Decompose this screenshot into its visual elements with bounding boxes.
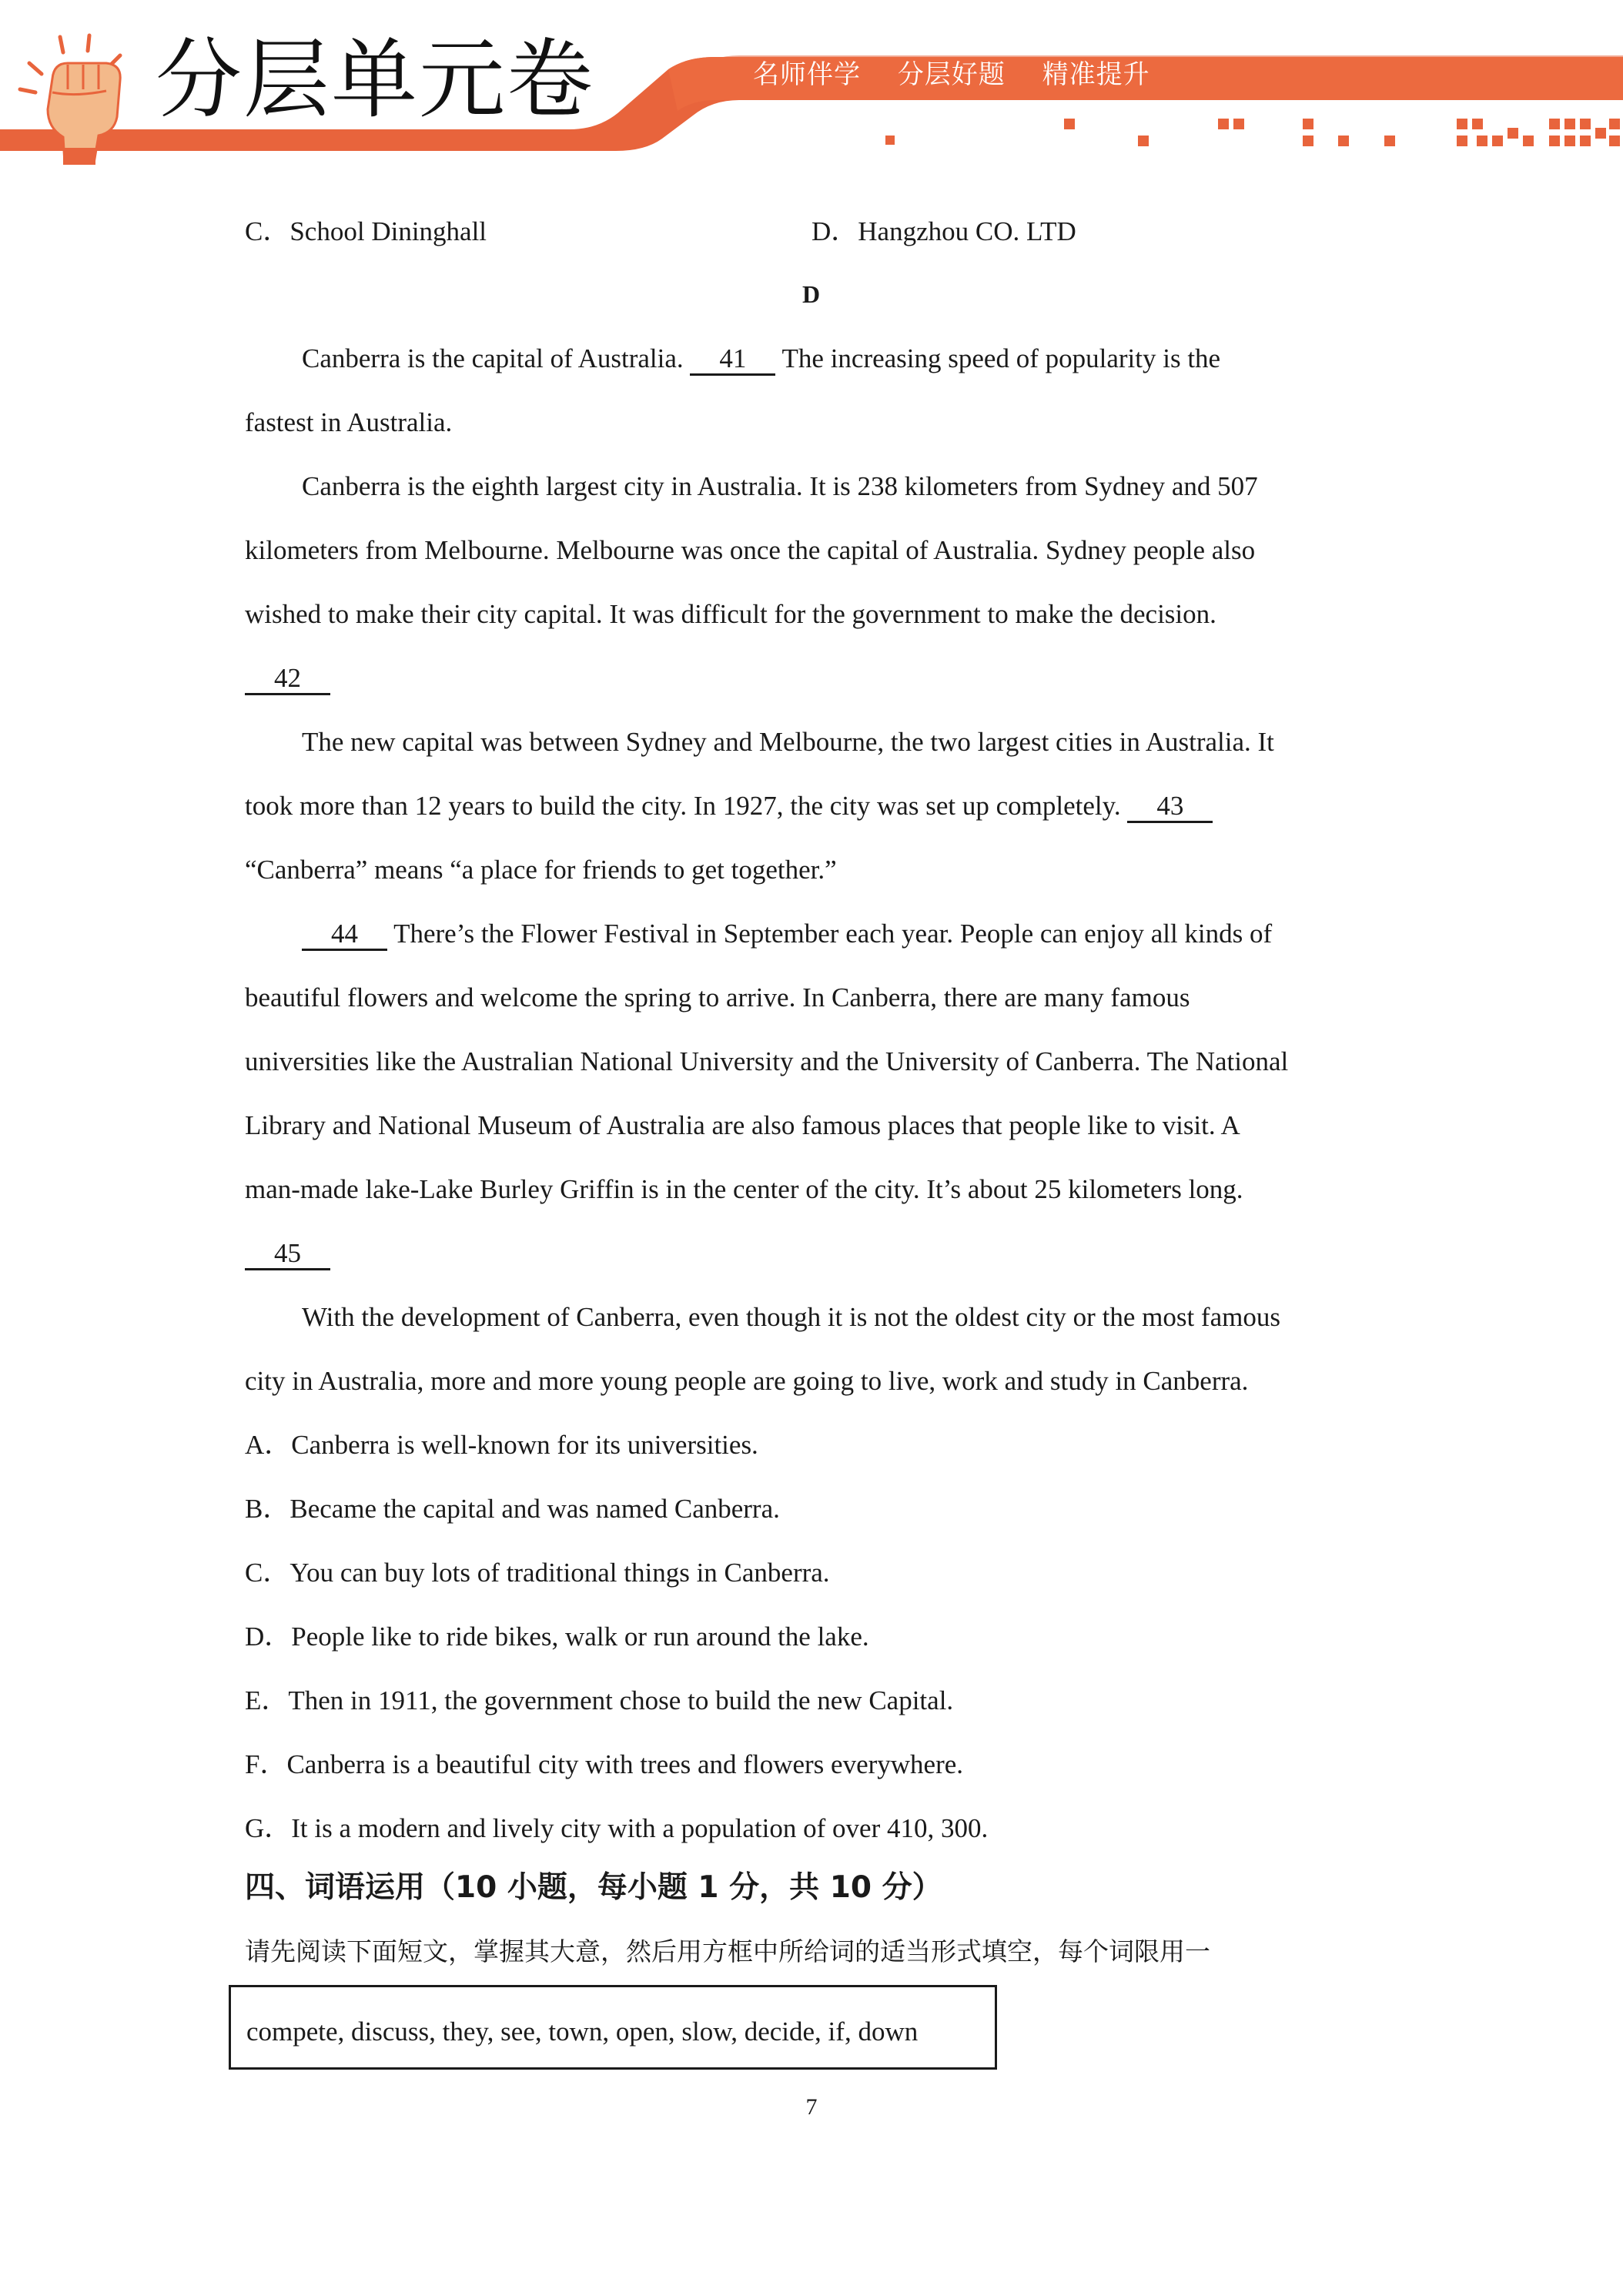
passage-line: city in Australia, more and more young people are going to live, work and study in Canberra. bbox=[245, 1366, 1249, 1396]
passage-line: Library and National Museum of Australia are also famous places that people like to visit. A bbox=[245, 1110, 1240, 1140]
option-a: A．Canberra is well-known for its universities. bbox=[245, 1430, 758, 1460]
page-header bbox=[0, 0, 1623, 169]
section-4-instruction: 请先阅读下面短文，掌握其大意，然后用方框中所给词的适当形式填空，每个词限用一 bbox=[245, 1936, 1210, 1966]
passage-line: universities like the Australian National University and the University of Canberra. The National bbox=[245, 1046, 1289, 1076]
option-g: G．It is a modern and lively city with a population of over 410, 300. bbox=[245, 1813, 989, 1843]
section-4-title: 四、词语运用（10 小题，每小题 1 分，共 10 分） bbox=[245, 1870, 942, 1905]
passage-line bbox=[245, 1240, 330, 1270]
page-number: 7 bbox=[805, 2094, 818, 2120]
blank-41[interactable]: 41 bbox=[690, 345, 775, 376]
option-c: C．You can buy lots of traditional things in Canberra. bbox=[245, 1558, 830, 1588]
blank-45[interactable]: 45 bbox=[245, 1240, 330, 1270]
word-box bbox=[229, 1985, 997, 2070]
option-d: D．People like to ride bikes, walk or run around the lake. bbox=[245, 1622, 869, 1652]
passage-line: Canberra is the eighth largest city in Australia. It is 238 kilometers from Sydney and 507 bbox=[302, 471, 1258, 501]
option-e: E．Then in 1911, the government chose to build the new Capital. bbox=[245, 1685, 954, 1715]
passage-line: man-made lake-Lake Burley Griffin is in the center of the city. It’s about 25 kilometers long. bbox=[245, 1174, 1243, 1204]
option-c-prev: C．School Dininghall bbox=[245, 216, 487, 246]
section-letter: D bbox=[802, 280, 821, 308]
slogan-2: 分层好题 bbox=[897, 59, 1006, 90]
passage-line: Canberra is the capital of Australia. 41 The increasing speed of popularity is the bbox=[302, 345, 1220, 376]
passage-line: “Canberra” means “a place for friends to get together.” bbox=[245, 855, 837, 885]
slogan-1: 名师伴学 bbox=[753, 59, 861, 90]
option-d-prev: D．Hangzhou CO. LTD bbox=[812, 216, 1076, 246]
passage-line: beautiful flowers and welcome the spring to arrive. In Canberra, there are many famous bbox=[245, 982, 1190, 1012]
word-list: compete, discuss, they, see, town, open, slow, decide, if, down bbox=[246, 2017, 919, 2047]
blank-43[interactable]: 43 bbox=[1127, 792, 1213, 823]
blank-44[interactable]: 44 bbox=[302, 920, 387, 951]
passage-line: took more than 12 years to build the city. In 1927, the city was set up completely. 43 bbox=[245, 792, 1213, 823]
decorative-squares bbox=[885, 119, 1620, 146]
passage-line: With the development of Canberra, even though it is not the oldest city or the most famous bbox=[302, 1302, 1280, 1332]
passage-line: wished to make their city capital. It was difficult for the government to make the decision. bbox=[245, 599, 1216, 629]
passage-line: The new capital was between Sydney and Melbourne, the two largest cities in Australia. It bbox=[302, 727, 1274, 757]
header-slogans bbox=[753, 59, 1178, 90]
blank-42[interactable]: 42 bbox=[245, 664, 330, 695]
passage-line: fastest in Australia. bbox=[245, 407, 453, 437]
option-f: F．Canberra is a beautiful city with trees and flowers everywhere. bbox=[245, 1749, 964, 1779]
slogan-3: 精准提升 bbox=[1042, 59, 1150, 90]
fist-hand-icon bbox=[14, 32, 145, 167]
passage-line bbox=[245, 664, 330, 695]
option-b: B．Became the capital and was named Canberra. bbox=[245, 1494, 780, 1524]
passage-line: kilometers from Melbourne. Melbourne was once the capital of Australia. Sydney people also bbox=[245, 535, 1256, 565]
passage-line: 44 There’s the Flower Festival in September each year. People can enjoy all kinds of bbox=[302, 920, 1272, 951]
brand-title: 分层单元卷 bbox=[156, 30, 594, 130]
